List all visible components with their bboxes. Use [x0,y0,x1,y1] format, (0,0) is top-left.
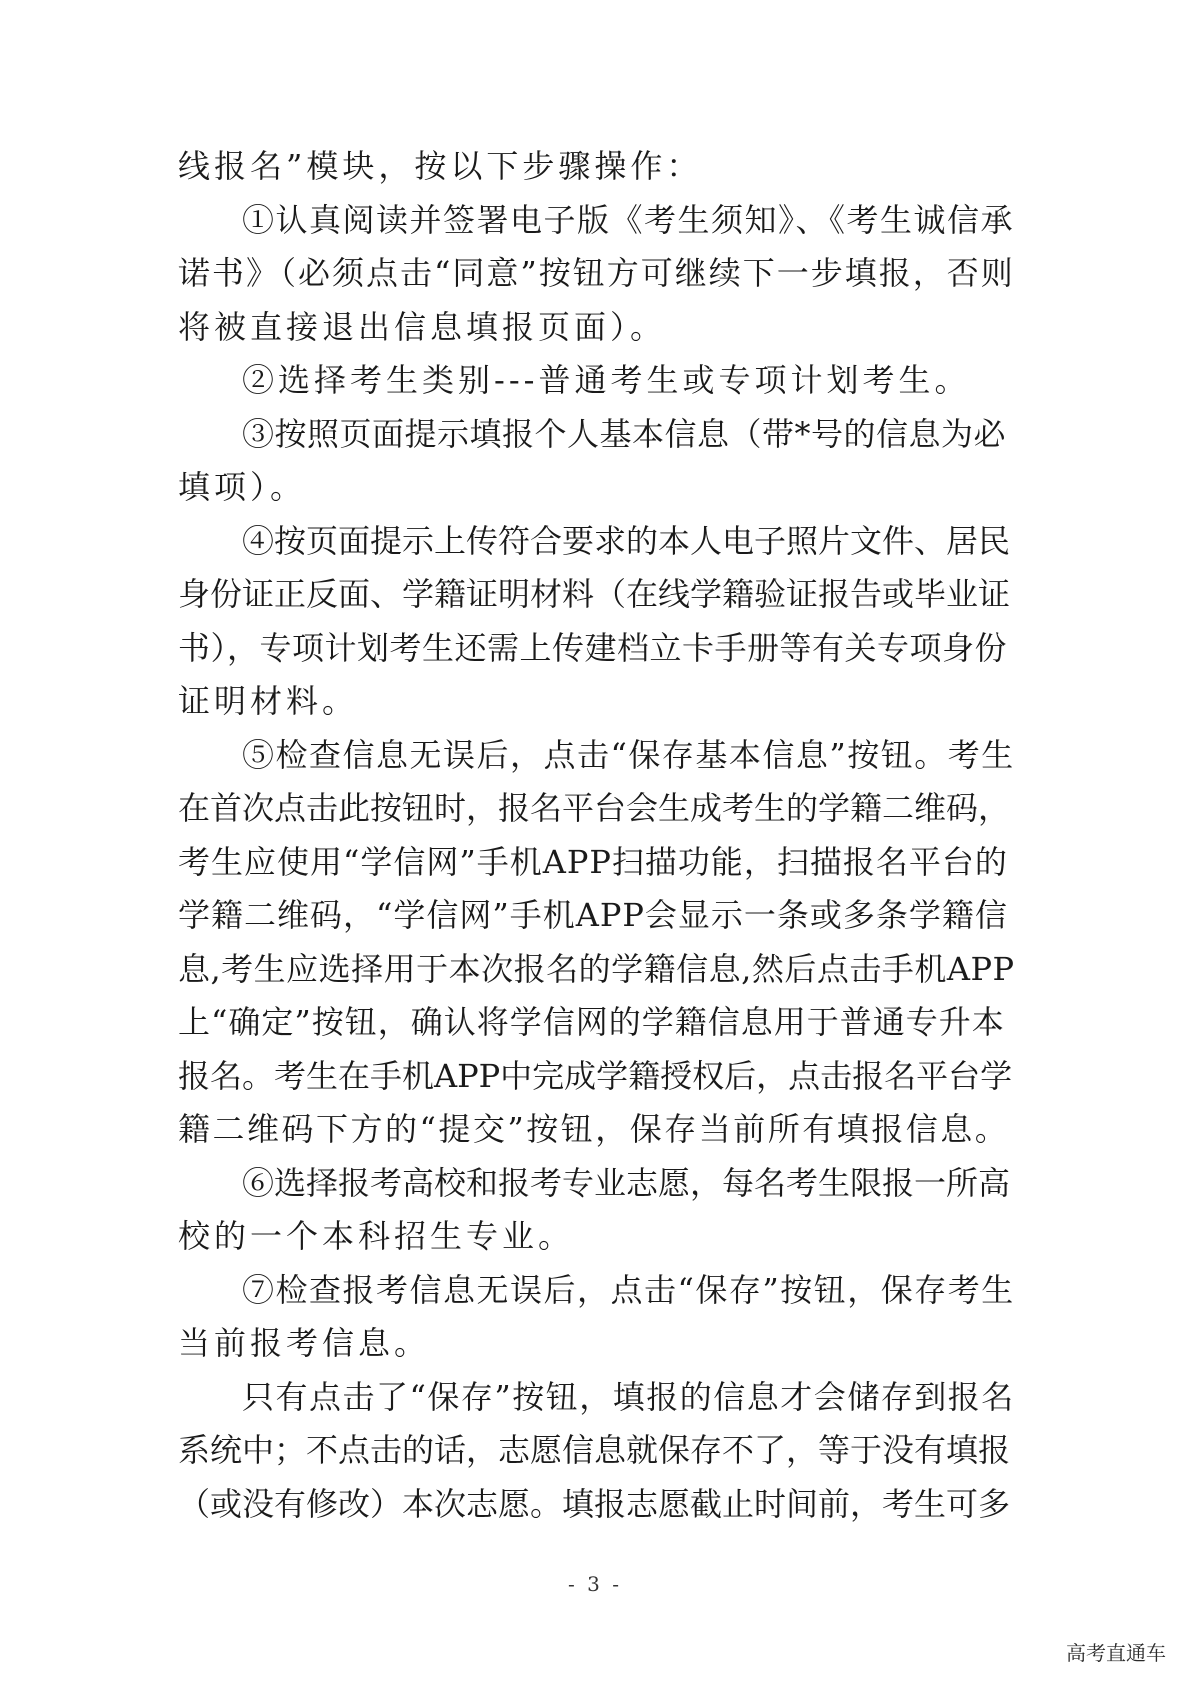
text-line: 报名。考生在手机APP中完成学籍授权后，点击报名平台学 [178,1056,1013,1095]
text-line: ①认真阅读并签署电子版《考生须知》、《考生诚信承 [242,200,1015,239]
text-line: ④按页面提示上传符合要求的本人电子照片文件、居民 [242,521,1011,560]
text-line: 学籍二维码，“学信网”手机APP会显示一条或多条学籍信 [178,896,1008,934]
text-line: ③按照页面提示填报个人基本信息（带*号的信息为必 [242,414,1007,453]
text-line: 息,考生应选择用于本次报名的学籍信息,然后点击手机APP [178,949,1015,988]
text-line: 证明材料。 [178,682,359,720]
text-line: ⑦检查报考信息无误后，点击“保存”按钮，保存考生 [242,1270,1015,1309]
text-line: （或没有修改）本次志愿。填报志愿截止时间前，考生可多 [178,1484,1011,1523]
text-line: ⑥选择报考高校和报考专业志愿，每名考生限报一所高 [242,1163,1011,1202]
text-line: 书），专项计划考生还需上传建档立卡手册等有关专项身份 [178,628,1008,667]
text-line: 身份证正反面、学籍证明材料（在线学籍验证报告或毕业证 [178,575,1011,613]
text-line: 上“确定”按钮，确认将学信网的学籍信息用于普通专升本 [178,1003,1005,1041]
text-line: ⑤检查信息无误后，点击“保存基本信息”按钮。考生 [242,735,1015,774]
text-line: 籍二维码下方的“提交”按钮，保存当前所有填报信息。 [178,1110,1010,1148]
text-line: 诺书》（必须点击“同意”按钮方可继续下一步填报，否则 [178,254,1015,292]
text-line: 校的一个本科招生专业。 [178,1217,575,1255]
document-body [178,140,1014,1531]
text-line: 只有点击了“保存”按钮，填报的信息才会储存到报名 [242,1377,1015,1416]
page-number: - 3 - [568,1572,622,1596]
text-line: 线报名”模块，按以下步骤操作： [178,147,703,185]
watermark-text: 高考直通车 [1066,1641,1166,1665]
text-line: 将被直接退出信息填报页面）。 [178,307,667,346]
text-line: 在首次点击此按钮时，报名平台会生成考生的学籍二维码， [178,789,1011,827]
text-line: 系统中；不点击的话，志愿信息就保存不了，等于没有填报 [178,1431,1011,1469]
text-line: 考生应使用“学信网”手机APP扫描功能，扫描报名平台的 [178,842,1008,881]
text-line: 填项）。 [178,468,307,506]
text-line: ②选择考生类别---普通考生或专项计划考生。 [242,361,971,399]
text-line: 当前报考信息。 [178,1324,431,1362]
